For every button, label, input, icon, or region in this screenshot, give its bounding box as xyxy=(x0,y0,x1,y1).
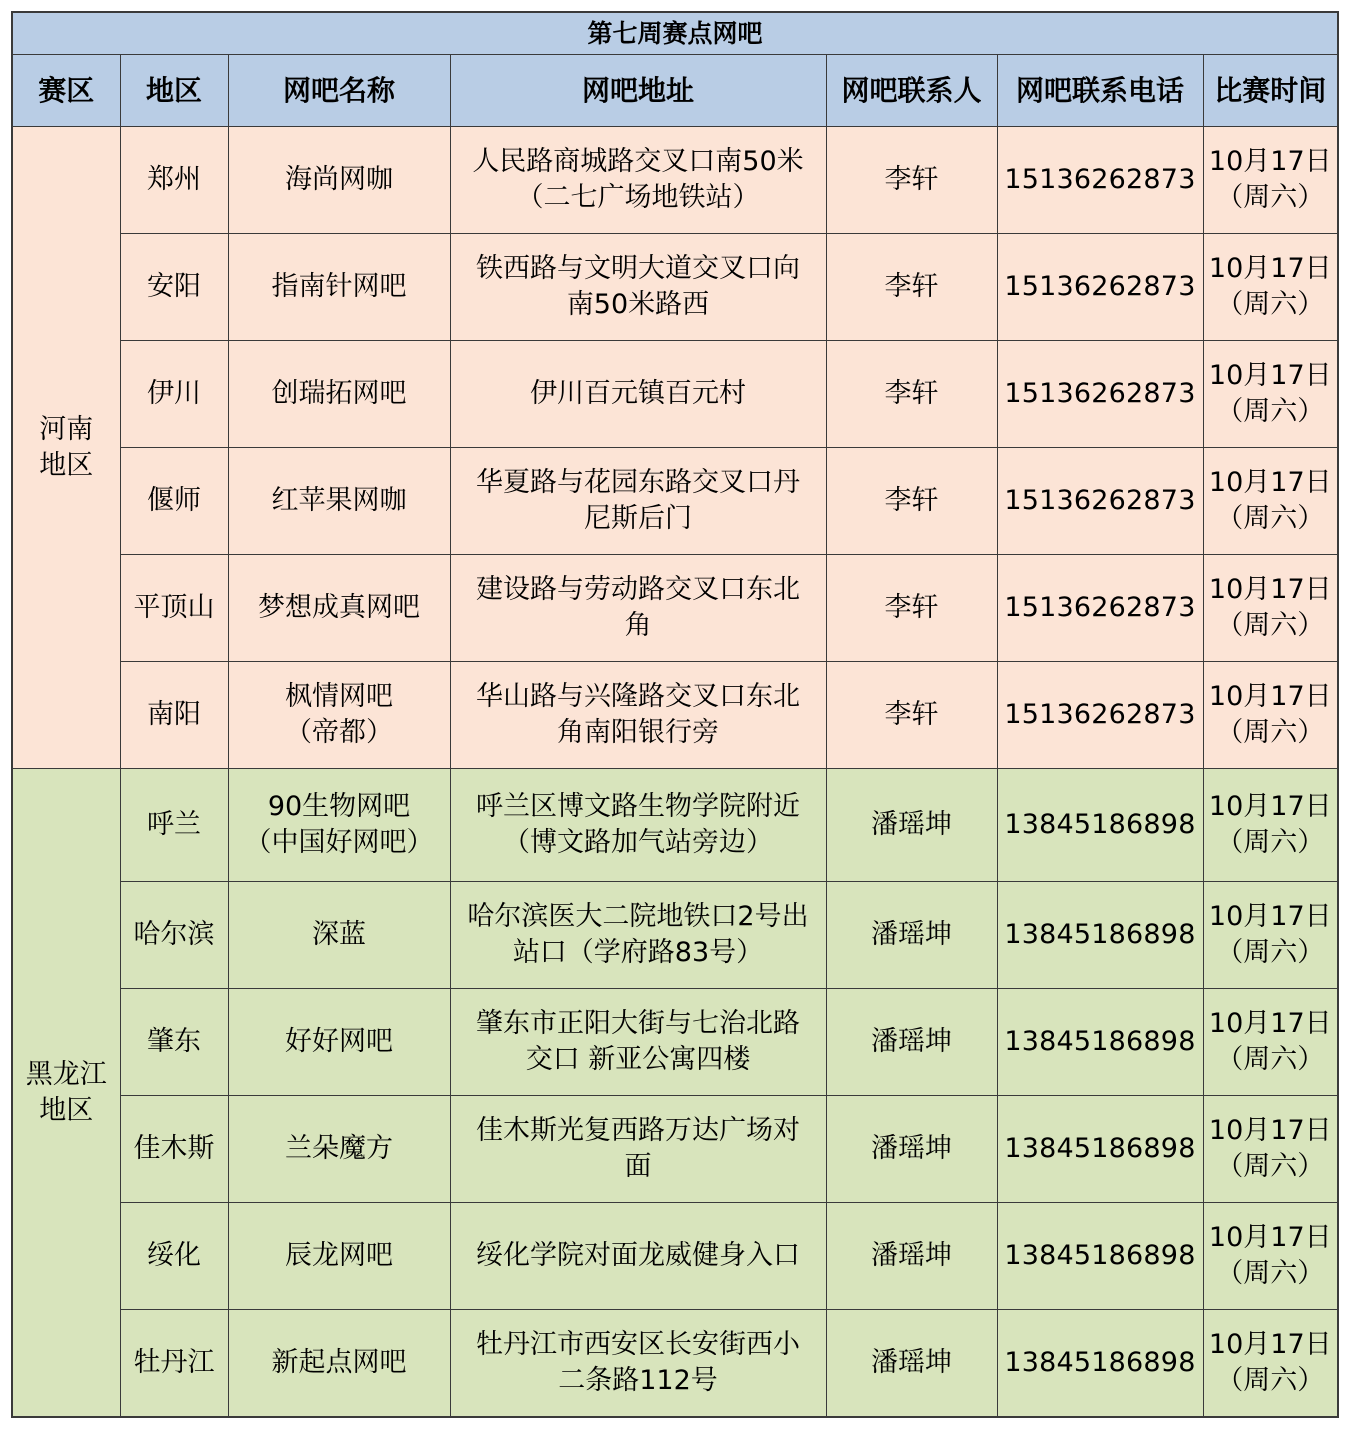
cafe-address-line: 尼斯后门 xyxy=(584,503,692,534)
cafe-name-cell xyxy=(228,234,450,341)
header-area: 地区 xyxy=(120,55,228,127)
header-match-time: 比赛时间 xyxy=(1203,55,1338,127)
contact-cell: 潘瑶坤 xyxy=(826,882,997,989)
match-time-line: 10月17日 xyxy=(1208,1008,1332,1039)
division-line: 黑龙江 xyxy=(25,1058,107,1090)
match-time-line: 10月17日 xyxy=(1208,253,1332,284)
cafe-name-line: 深蓝 xyxy=(312,919,366,950)
match-time-line: 10月17日 xyxy=(1208,146,1332,177)
phone-cell: 13845186898 xyxy=(997,882,1203,989)
match-time-line: （周六） xyxy=(1216,1365,1325,1396)
match-time-cell xyxy=(1203,1203,1338,1310)
cafe-address-line: 站口（学府路83号） xyxy=(512,937,764,968)
contact-cell: 李轩 xyxy=(826,448,997,555)
phone-cell: 13845186898 xyxy=(997,1203,1203,1310)
header-contact: 网吧联系人 xyxy=(826,55,997,127)
cafe-name-line: 辰龙网吧 xyxy=(285,1240,393,1271)
division-line: 河南 xyxy=(39,413,94,445)
match-time-line: （周六） xyxy=(1216,1044,1325,1075)
title-row xyxy=(12,12,1338,55)
match-time-line: （周六） xyxy=(1216,610,1325,641)
contact-cell: 李轩 xyxy=(826,662,997,769)
phone-cell: 15136262873 xyxy=(997,555,1203,662)
cafe-name-cell xyxy=(228,555,450,662)
cafe-address-line: 佳木斯光复西路万达广场对 xyxy=(476,1115,800,1146)
cafe-address-cell xyxy=(450,662,826,769)
cafe-address-line: 华山路与兴隆路交叉口东北 xyxy=(476,681,800,712)
cafe-name-line: 90生物网吧 xyxy=(267,791,411,822)
area-cell: 佳木斯 xyxy=(120,1096,228,1203)
cafe-address-cell xyxy=(450,341,826,448)
cafe-address-line: 伊川百元镇百元村 xyxy=(530,378,746,409)
match-time-cell xyxy=(1203,882,1338,989)
match-time-line: （周六） xyxy=(1216,503,1325,534)
area-cell: 伊川 xyxy=(120,341,228,448)
cafe-name-line: 枫情网吧 xyxy=(285,681,393,712)
header-phone: 网吧联系电话 xyxy=(997,55,1203,127)
match-time-line: 10月17日 xyxy=(1208,1222,1332,1253)
phone-cell: 15136262873 xyxy=(997,127,1203,234)
division-line: 地区 xyxy=(39,1094,94,1126)
match-time-cell xyxy=(1203,1310,1338,1418)
cafe-name-cell xyxy=(228,882,450,989)
match-time-line: 10月17日 xyxy=(1208,901,1332,932)
contact-cell: 潘瑶坤 xyxy=(826,989,997,1096)
match-time-cell xyxy=(1203,555,1338,662)
cafe-address-line: 绥化学院对面龙威健身入口 xyxy=(476,1240,800,1271)
division-cell xyxy=(12,769,120,1418)
match-time-line: 10月17日 xyxy=(1208,360,1332,391)
table-row xyxy=(12,127,1338,234)
cafe-name-line: 兰朵魔方 xyxy=(285,1133,393,1164)
area-cell: 偃师 xyxy=(120,448,228,555)
phone-cell: 15136262873 xyxy=(997,341,1203,448)
match-time-line: 10月17日 xyxy=(1208,1115,1332,1146)
phone-cell: 15136262873 xyxy=(997,662,1203,769)
cafe-address-cell xyxy=(450,1310,826,1418)
cafe-address-cell xyxy=(450,1096,826,1203)
venue-table xyxy=(11,11,1339,1418)
match-time-line: （周六） xyxy=(1216,289,1325,320)
table-row xyxy=(12,1310,1338,1418)
area-cell: 平顶山 xyxy=(120,555,228,662)
phone-cell: 15136262873 xyxy=(997,234,1203,341)
match-time-cell xyxy=(1203,234,1338,341)
match-time-line: 10月17日 xyxy=(1208,1329,1332,1360)
phone-cell: 13845186898 xyxy=(997,769,1203,882)
cafe-address-line: （博文路加气站旁边） xyxy=(503,827,773,858)
cafe-address-line: 哈尔滨医大二院地铁口2号出 xyxy=(467,901,809,932)
area-cell: 肇东 xyxy=(120,989,228,1096)
cafe-address-line: 角 xyxy=(624,610,652,641)
contact-cell: 潘瑶坤 xyxy=(826,1096,997,1203)
contact-cell: 潘瑶坤 xyxy=(826,1310,997,1418)
match-time-cell xyxy=(1203,341,1338,448)
contact-cell: 李轩 xyxy=(826,234,997,341)
area-cell: 牡丹江 xyxy=(120,1310,228,1418)
match-time-line: 10月17日 xyxy=(1208,791,1332,822)
area-cell: 安阳 xyxy=(120,234,228,341)
match-time-line: 10月17日 xyxy=(1208,681,1332,712)
table-row xyxy=(12,989,1338,1096)
cafe-name-cell xyxy=(228,341,450,448)
table-row xyxy=(12,448,1338,555)
cafe-address-cell xyxy=(450,127,826,234)
area-cell: 哈尔滨 xyxy=(120,882,228,989)
cafe-address-line: 人民路商城路交叉口南50米 xyxy=(472,146,804,177)
area-cell: 郑州 xyxy=(120,127,228,234)
cafe-name-cell xyxy=(228,989,450,1096)
cafe-name-line: 红苹果网咖 xyxy=(271,485,407,516)
division-line: 地区 xyxy=(39,449,94,481)
match-time-cell xyxy=(1203,662,1338,769)
table-row xyxy=(12,662,1338,769)
cafe-address-line: 面 xyxy=(624,1151,652,1182)
cafe-address-line: 铁西路与文明大道交叉口向 xyxy=(476,253,800,284)
match-time-line: （周六） xyxy=(1216,396,1325,427)
cafe-address-line: 华夏路与花园东路交叉口丹 xyxy=(476,467,800,498)
cafe-address-line: 角南阳银行旁 xyxy=(557,717,719,748)
contact-cell: 李轩 xyxy=(826,555,997,662)
cafe-address-line: 交口 新亚公寓四楼 xyxy=(525,1044,751,1075)
match-time-cell xyxy=(1203,1096,1338,1203)
cafe-name-cell xyxy=(228,769,450,882)
cafe-name-cell xyxy=(228,1096,450,1203)
cafe-address-cell xyxy=(450,234,826,341)
cafe-address-line: 建设路与劳动路交叉口东北 xyxy=(476,574,800,605)
cafe-name-line: 梦想成真网吧 xyxy=(258,592,420,623)
cafe-address-cell xyxy=(450,555,826,662)
header-row xyxy=(12,55,1338,127)
cafe-name-cell xyxy=(228,1203,450,1310)
match-time-line: （周六） xyxy=(1216,937,1325,968)
table-row xyxy=(12,555,1338,662)
area-cell: 呼兰 xyxy=(120,769,228,882)
match-time-line: （周六） xyxy=(1216,182,1325,213)
table-row xyxy=(12,1203,1338,1310)
table-row xyxy=(12,1096,1338,1203)
contact-cell: 李轩 xyxy=(826,127,997,234)
phone-cell: 13845186898 xyxy=(997,1310,1203,1418)
cafe-name-line: 指南针网吧 xyxy=(271,271,407,302)
cafe-address-cell xyxy=(450,769,826,882)
contact-cell: 潘瑶坤 xyxy=(826,1203,997,1310)
table-row xyxy=(12,341,1338,448)
cafe-name-line: （帝都） xyxy=(285,717,393,748)
header-division: 赛区 xyxy=(12,55,120,127)
contact-cell: 李轩 xyxy=(826,341,997,448)
match-time-cell xyxy=(1203,989,1338,1096)
table-row xyxy=(12,882,1338,989)
table-title: 第七周赛点网吧 xyxy=(12,12,1338,55)
cafe-address-cell xyxy=(450,1203,826,1310)
match-time-cell xyxy=(1203,448,1338,555)
cafe-address-cell xyxy=(450,989,826,1096)
phone-cell: 15136262873 xyxy=(997,448,1203,555)
cafe-address-cell xyxy=(450,448,826,555)
contact-cell: 潘瑶坤 xyxy=(826,769,997,882)
cafe-name-cell xyxy=(228,662,450,769)
cafe-address-line: 二条路112号 xyxy=(558,1365,718,1396)
cafe-address-line: 牡丹江市西安区长安街西小 xyxy=(476,1329,800,1360)
table-row xyxy=(12,234,1338,341)
match-time-line: （周六） xyxy=(1216,717,1325,748)
header-cafe-address: 网吧地址 xyxy=(450,55,826,127)
match-time-line: 10月17日 xyxy=(1208,467,1332,498)
cafe-name-line: 好好网吧 xyxy=(285,1026,393,1057)
cafe-name-cell xyxy=(228,127,450,234)
match-time-line: （周六） xyxy=(1216,827,1325,858)
division-cell xyxy=(12,127,120,769)
cafe-name-cell xyxy=(228,1310,450,1418)
header-cafe-name: 网吧名称 xyxy=(228,55,450,127)
cafe-name-cell xyxy=(228,448,450,555)
match-time-line: （周六） xyxy=(1216,1151,1325,1182)
cafe-address-line: 肇东市正阳大街与七治北路 xyxy=(476,1008,800,1039)
cafe-address-cell xyxy=(450,882,826,989)
cafe-address-line: （二七广场地铁站） xyxy=(516,182,760,213)
match-time-cell xyxy=(1203,769,1338,882)
cafe-address-line: 南50米路西 xyxy=(566,289,710,320)
cafe-address-line: 呼兰区博文路生物学院附近 xyxy=(476,791,800,822)
area-cell: 南阳 xyxy=(120,662,228,769)
cafe-name-line: 海尚网咖 xyxy=(285,164,393,195)
phone-cell: 13845186898 xyxy=(997,1096,1203,1203)
cafe-name-line: 创瑞拓网吧 xyxy=(271,378,407,409)
match-time-line: 10月17日 xyxy=(1208,574,1332,605)
cafe-name-line: 新起点网吧 xyxy=(271,1347,407,1378)
table-row xyxy=(12,769,1338,882)
match-time-cell xyxy=(1203,127,1338,234)
phone-cell: 13845186898 xyxy=(997,989,1203,1096)
cafe-name-line: （中国好网吧） xyxy=(244,827,434,858)
match-time-line: （周六） xyxy=(1216,1258,1325,1289)
area-cell: 绥化 xyxy=(120,1203,228,1310)
